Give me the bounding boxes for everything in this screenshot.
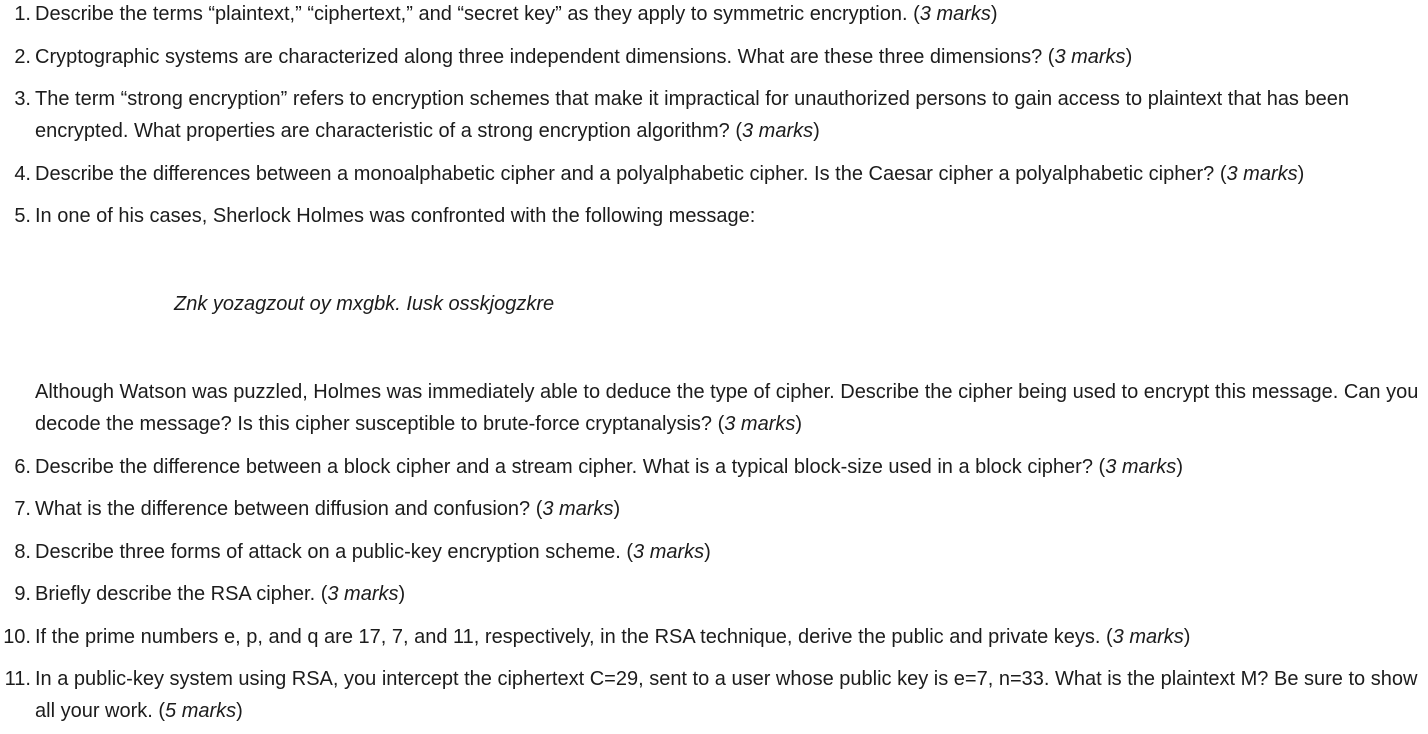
question-text: The term “strong encryption” refers to encryption schemes that make it impractical for unauthorized persons to gain access to plaintext that has been encrypted. What properties are characteristic of a strong encryption algorithm? (3 marks) xyxy=(35,88,1349,142)
question-number: 11. xyxy=(4,668,31,690)
question-text: Cryptographic systems are characterized along three independent dimensions. What are these three dimensions? (3 marks) xyxy=(35,45,1133,68)
question-text: What is the difference between diffusion and confusion? (3 marks) xyxy=(35,498,621,520)
question-marks: 5 marks xyxy=(165,700,237,722)
question-item xyxy=(0,200,1428,440)
question-continuation: Although Watson was puzzled, Holmes was immediately able to deduce the type of cipher. Describe the cipher being used to encrypt this message. Can you decode the message? Is this cipher susceptible to brute-force cryptanalysis? (3 marks) xyxy=(35,381,1419,435)
ciphertext-message: Znk yozagzout oy mxgbk. Iusk osskjogzkre xyxy=(174,293,555,315)
question-marks: 3 marks xyxy=(542,498,614,520)
question-text: If the prime numbers e, p, and q are 17, 7, and 11, respectively, in the RSA technique, derive the public and private keys. (3 marks) xyxy=(35,625,1191,648)
question-text: Describe the differences between a monoalphabetic cipher and a polyalphabetic cipher. Is the Caesar cipher a polyalphabetic cipher? (3 marks) xyxy=(35,162,1305,185)
question-text: In a public-key system using RSA, you intercept the ciphertext C=29, sent to a user whose public key is e=7, n=33. What is the plaintext M? Be sure to show all your work. (5 marks) xyxy=(35,668,1418,722)
question-marks: 3 marks xyxy=(724,413,796,435)
question-item xyxy=(0,158,1428,190)
question-item xyxy=(0,451,1428,483)
question-text: Briefly describe the RSA cipher. (3 marks) xyxy=(35,583,406,605)
question-item xyxy=(0,493,1428,525)
question-item xyxy=(0,536,1428,568)
question-marks: 3 marks xyxy=(742,120,814,142)
question-item xyxy=(0,663,1428,727)
question-number: 5. xyxy=(14,205,31,227)
question-marks: 3 marks xyxy=(1054,45,1126,68)
question-number: 3. xyxy=(14,88,31,110)
question-number: 8. xyxy=(14,540,31,563)
question-text: Describe the terms “plaintext,” “ciphertext,” and “secret key” as they apply to symmetric encryption. (3 marks) xyxy=(35,3,998,25)
question-marks: 3 marks xyxy=(1226,162,1298,185)
question-text: Describe the difference between a block cipher and a stream cipher. What is a typical block-size used in a block cipher? (3 marks) xyxy=(35,455,1183,478)
question-item xyxy=(0,83,1428,147)
question-text: In one of his cases, Sherlock Holmes was confronted with the following message: xyxy=(35,205,756,227)
question-marks: 3 marks xyxy=(1105,455,1177,478)
question-item xyxy=(0,0,1428,30)
question-number: 6. xyxy=(14,455,31,478)
question-number: 10. xyxy=(3,625,31,648)
question-marks: 3 marks xyxy=(633,540,705,563)
question-number: 2. xyxy=(14,45,31,68)
question-item xyxy=(0,621,1428,653)
question-marks: 3 marks xyxy=(919,3,991,25)
question-number: 4. xyxy=(14,162,31,185)
question-number: 9. xyxy=(14,583,31,605)
question-number: 1. xyxy=(14,3,31,25)
question-marks: 3 marks xyxy=(1112,625,1184,648)
question-marks: 3 marks xyxy=(327,583,399,605)
question-item xyxy=(0,578,1428,610)
question-text: Describe three forms of attack on a public-key encryption scheme. (3 marks) xyxy=(35,540,711,563)
question-number: 7. xyxy=(14,498,31,520)
question-item xyxy=(0,41,1428,73)
